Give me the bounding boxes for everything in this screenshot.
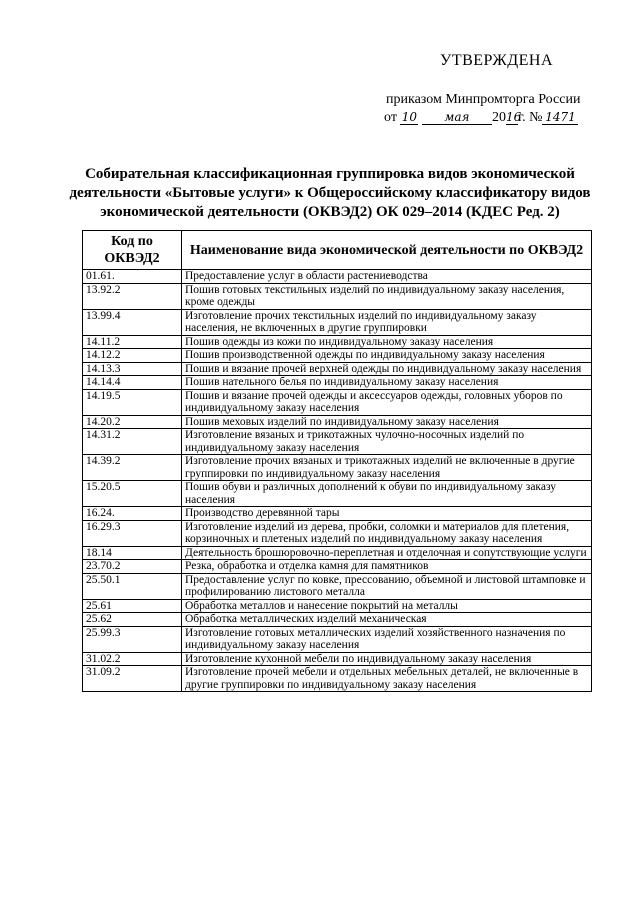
column-header-name: Наименование вида экономической деятельности по ОКВЭД2: [182, 231, 592, 270]
table-row: [83, 599, 592, 613]
row-activity-name: Пошив одежды из кожи по индивидуальному заказу населения: [182, 335, 592, 349]
row-activity-name: Пошив производственной одежды по индивидуальному заказу населения: [182, 349, 592, 363]
table-row: [83, 520, 592, 546]
order-number: 1471: [542, 110, 578, 125]
date-year-prefix: 20: [491, 110, 506, 125]
row-activity-name: Резка, обработка и отделка камня для памятников: [182, 560, 592, 574]
table-row: [83, 349, 592, 363]
table-row: [83, 560, 592, 574]
row-activity-name: Предоставление услуг по ковке, прессованию, объемной и листовой штамповке и профилированию листового металла: [182, 573, 592, 599]
row-code: 14.20.2: [83, 415, 182, 429]
table-row: [83, 626, 592, 652]
table-row: [83, 270, 592, 284]
table-row: [83, 481, 592, 507]
table-row: [83, 335, 592, 349]
row-code: 15.20.5: [83, 481, 182, 507]
date-prefix: от: [384, 110, 397, 125]
table-row: [83, 507, 592, 521]
row-activity-name: Пошив обуви и различных дополнений к обуви по индивидуальному заказу населения: [182, 481, 592, 507]
row-code: 16.29.3: [83, 520, 182, 546]
year-suffix: г. №: [517, 110, 543, 125]
date-day: 10: [401, 110, 418, 124]
row-activity-name: Изготовление прочей мебели и отдельных мебельных деталей, не включенные в другие группировки по индивидуальному заказу населения: [182, 666, 592, 692]
row-activity-name: Изготовление прочих текстильных изделий по индивидуальному заказу населения, не включенных в другие группировки: [182, 309, 592, 335]
date-month: мая: [422, 110, 492, 125]
table-row: [83, 546, 592, 560]
table-row: [83, 613, 592, 627]
row-activity-name: Пошив меховых изделий по индивидуальному заказу населения: [182, 415, 592, 429]
row-code: 14.14.4: [83, 376, 182, 390]
classification-table: [82, 230, 592, 692]
row-activity-name: Производство деревянной тары: [182, 507, 592, 521]
table-row: [83, 652, 592, 666]
row-code: 01.61.: [83, 270, 182, 284]
row-code: 14.31.2: [83, 429, 182, 455]
row-code: 23.70.2: [83, 560, 182, 574]
row-activity-name: Деятельность брошюровочно-переплетная и отделочная и сопутствующие услуги: [182, 546, 592, 560]
table-header-row: [83, 231, 592, 270]
row-code: 25.99.3: [83, 626, 182, 652]
row-activity-name: Изготовление изделий из дерева, пробки, соломки и материалов для плетения, корзиночных и плетеных изделий по индивидуальному заказу населения: [182, 520, 592, 546]
row-code: 14.39.2: [83, 455, 182, 481]
table-row: [83, 362, 592, 376]
table-row: [83, 429, 592, 455]
table-row: [83, 573, 592, 599]
row-code: 14.12.2: [83, 349, 182, 363]
approval-stamp: УТВЕРЖДЕНА: [440, 52, 554, 69]
row-code: 14.11.2: [83, 335, 182, 349]
row-code: 31.02.2: [83, 652, 182, 666]
table-row: [83, 666, 592, 692]
row-code: 14.13.3: [83, 362, 182, 376]
order-date-line: [384, 110, 578, 126]
row-code: 13.92.2: [83, 283, 182, 309]
date-year: 16: [505, 110, 522, 124]
row-code: 16.24.: [83, 507, 182, 521]
table-row: [83, 376, 592, 390]
table-row: [83, 389, 592, 415]
row-activity-name: Обработка металлических изделий механическая: [182, 613, 592, 627]
row-code: 18.14: [83, 546, 182, 560]
row-code: 25.50.1: [83, 573, 182, 599]
table-row: [83, 283, 592, 309]
document-title: Собирательная классификационная группировка видов экономической деятельности «Бытовые услуги» к Общероссийскому классификатору видов экономической деятельности (ОКВЭД2) ОК 029–2014 (КДЕС Ред. 2): [69, 166, 591, 220]
row-code: 25.61: [83, 599, 182, 613]
table-body: [83, 270, 592, 692]
row-activity-name: Пошив готовых текстильных изделий по индивидуальному заказу населения, кроме одежды: [182, 283, 592, 309]
order-reference: приказом Минпромторга России: [386, 92, 581, 107]
row-activity-name: Изготовление прочих вязаных и трикотажных изделий не включенные в другие группировки по индивидуальному заказу населения: [182, 455, 592, 481]
row-activity-name: Изготовление вязаных и трикотажных чулочно-носочных изделий по индивидуальному заказу населения: [182, 429, 592, 455]
table-row: [83, 455, 592, 481]
column-header-code: Код по ОКВЭД2: [83, 231, 182, 270]
row-activity-name: Обработка металлов и нанесение покрытий на металлы: [182, 599, 592, 613]
row-code: 31.09.2: [83, 666, 182, 692]
row-activity-name: Предоставление услуг в области растениеводства: [182, 270, 592, 284]
row-activity-name: Пошив нательного белья по индивидуальному заказу населения: [182, 376, 592, 390]
table-row: [83, 415, 592, 429]
row-activity-name: Пошив и вязание прочей одежды и аксессуаров одежды, головных уборов по индивидуальному заказу населения: [182, 389, 592, 415]
row-activity-name: Изготовление готовых металлических изделий хозяйственного назначения по индивидуальному заказу населения: [182, 626, 592, 652]
row-activity-name: Изготовление кухонной мебели по индивидуальному заказу населения: [182, 652, 592, 666]
row-code: 13.99.4: [83, 309, 182, 335]
table-row: [83, 309, 592, 335]
row-code: 14.19.5: [83, 389, 182, 415]
row-activity-name: Пошив и вязание прочей верхней одежды по индивидуальному заказу населения: [182, 362, 592, 376]
row-code: 25.62: [83, 613, 182, 627]
